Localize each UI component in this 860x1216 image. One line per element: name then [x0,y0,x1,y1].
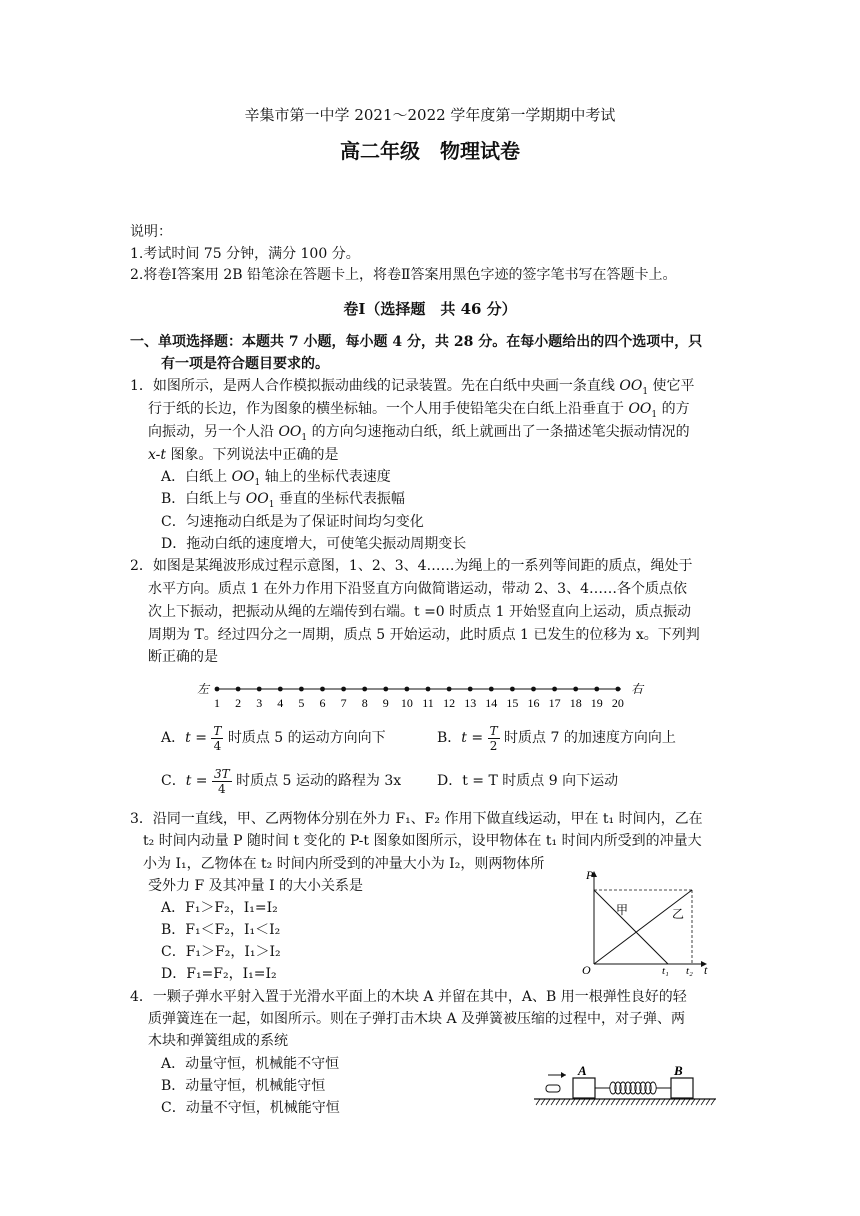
hatch-mark [661,1099,665,1105]
hatch-mark [711,1099,715,1105]
hatch-mark [556,1099,560,1105]
rope-point [405,687,410,692]
hatch-mark [631,1099,635,1105]
rope-point [320,687,325,692]
rope-point-label: 12 [443,696,456,710]
oo-subscript: 1 [642,386,649,397]
q1-text-1b: 使它平 [648,378,695,394]
instruction-item-2: 2.将卷Ⅰ答案用 2B 铅笔涂在答题卡上，将卷Ⅱ答案用黑色字迹的签字笔书写在答题卡上。 [130,267,677,283]
q2-option-d: D．t = T 时质点 9 向下运动 [437,773,619,789]
q2-opt-c-t: t = [185,773,208,789]
rope-point-label: 8 [361,696,368,710]
hatch-mark [666,1099,670,1105]
rope-point [552,687,557,692]
hatch-mark [581,1099,585,1105]
fraction-denominator: 4 [217,781,226,796]
q4-line3: 木块和弹簧组成的系统 [148,1033,288,1049]
q3-line2: t₂ 时间内动量 P 随时间 t 变化的 P-t 图象如图所示，设甲物体在 t₁ 时间内所受到的冲量大 [143,833,702,849]
q3-line3: 小为 I₁，乙物体在 t₂ 时间内所受到的冲量大小为 I₂，则两物体所 [143,856,545,872]
q1-opt-a-2: 轴上的坐标代表速度 [260,469,391,485]
block-a [573,1078,595,1098]
q1-option-d: D．拖动白纸的速度增大，可使笔尖振动周期变长 [161,536,467,552]
rope-point-label: 11 [422,696,434,710]
rope-point [257,687,262,692]
rope-point-label: 3 [256,696,263,710]
hatch-mark [656,1099,660,1105]
hatch-mark [626,1099,630,1105]
t-axis-label: t [704,963,708,977]
q3-line4: 受外力 F 及其冲量 I 的大小关系是 [148,878,364,894]
section-title: 卷Ⅰ（选择题 共 46 分） [343,300,517,318]
ground-hatch [536,1099,715,1105]
rope-point [531,687,536,692]
hatch-mark [576,1099,580,1105]
rope-point-label: 6 [319,696,326,710]
rope-point [299,687,304,692]
hatch-mark [651,1099,655,1105]
q1-text-2a: 行于纸的长边，作为图象的横坐标轴。一个人用手使铅笔尖在白纸上沿垂直于 [148,401,629,417]
oo-symbol: OO [278,424,302,440]
q1-text-3b: 的方向匀速拖动白纸，纸上就画出了一条描述笔尖振动情况的 [307,424,690,440]
rope-point [341,687,346,692]
block-a-label: A [578,1063,587,1078]
rope-point [215,687,220,692]
oo-subscript: 1 [301,432,308,443]
hatch-mark [561,1099,565,1105]
hatch-mark [621,1099,625,1105]
q2-option-a [161,721,386,755]
fraction-numerator: 3T [213,766,230,781]
rope-point-label: 13 [464,696,477,710]
jia-label: 甲 [616,903,629,917]
q1-text-4b: 图象。下列说法中正确的是 [166,447,339,463]
q1-opt-a-1: A．白纸上 [161,469,232,485]
q3-option-a: A．F₁＞F₂，I₁=I₂ [161,900,278,916]
hatch-mark [601,1099,605,1105]
xt-symbol: x-t [148,447,167,463]
rope-point-label: 19 [590,696,603,710]
rope-point-label: 9 [382,696,389,710]
hatch-mark [691,1099,695,1105]
rope-point-label: 2 [235,696,242,710]
hatch-mark [611,1099,615,1105]
rope-point [616,687,621,692]
hatch-mark [616,1099,620,1105]
hatch-mark [591,1099,595,1105]
rope-point-label: 20 [611,696,624,710]
oo-symbol: OO [231,469,255,485]
rope-point-label: 5 [298,696,305,710]
q2-line1: 2．如图是某绳波形成过程示意图，1、2、3、4……为绳上的一系列等间距的质点，绳处于 [130,558,693,574]
q2-opt-c-text: 时质点 5 运动的路程为 3x [231,773,402,789]
hatch-mark [681,1099,685,1105]
instructions-heading: 说明： [130,224,172,240]
hatch-mark [546,1099,550,1105]
rope-point [573,687,578,692]
hatch-mark [571,1099,575,1105]
q4-line1: 4．一颗子弹水平射入置于光滑水平面上的木块 A 并留在其中，A、B 用一根弹性良好的轻 [130,989,687,1005]
page-title: 高二年级 物理试卷 [340,139,520,163]
fraction-denominator: 2 [489,738,498,753]
oo-subscript: 1 [651,409,658,420]
rope-point [447,687,452,692]
hatch-mark [536,1099,540,1105]
rope-point-label: 1 [214,696,220,710]
q2-line3: 次上下振动，把振动从绳的左端传到右端。t =0 时质点 1 开始竖直向上运动，质点振动 [148,604,691,620]
rope-left-label: 左 [197,682,210,696]
hatch-mark [686,1099,690,1105]
rope-point [489,687,494,692]
q2-opt-b-text: 时质点 7 的加速度方向向上 [499,730,676,746]
spring-coils [610,1082,656,1094]
q4-option-a: A．动量守恒，机械能不守恒 [161,1056,340,1072]
q2-opt-c-label: C． [161,773,186,789]
hatch-mark [636,1099,640,1105]
block-b-label: B [674,1063,683,1078]
hatch-mark [676,1099,680,1105]
p-axis-label: P [586,868,594,882]
bullet-spring-figure [528,1062,722,1112]
q1-opt-b-2: 垂直的坐标代表振幅 [274,491,405,507]
q1-text-3a: 向振动，另一个人沿 [148,424,279,440]
rope-point-label: 16 [527,696,540,710]
q1-line4 [148,444,338,466]
oo-subscript: 1 [254,477,261,488]
q2-opt-b-t: t = [461,730,484,746]
t1-label: t₁ [662,965,669,977]
hatch-mark [641,1099,645,1105]
fraction-numerator: T [489,723,498,738]
rope-point [426,687,431,692]
bullet-arrow-head [561,1072,566,1078]
q1-text-1a: 1．如图所示，是两人合作模拟振动曲线的记录装置。先在白纸中央画一条直线 [130,378,620,394]
q2-opt-a-t: t = [185,730,207,746]
q2-opt-a-text: 时质点 5 的运动方向向下 [223,730,386,746]
q2-opt-c-fraction [212,767,232,796]
q2-opt-a-fraction [211,724,223,753]
part-heading-line2: 有一项是符合题目要求的。 [161,356,329,372]
hatch-mark [696,1099,700,1105]
bullet [546,1085,560,1092]
q3-option-b: B．F₁＜F₂，I₁＜I₂ [161,922,281,938]
rope-points [214,687,624,710]
instruction-item-1: 1.考试时间 75 分钟，满分 100 分。 [130,246,360,262]
rope-point-label: 10 [400,696,413,710]
yi-label: 乙 [672,907,685,921]
fraction-denominator: 4 [213,738,222,753]
block-b [671,1078,693,1098]
rope-point [362,687,367,692]
rope-point-label: 17 [548,696,561,710]
rope-point [510,687,515,692]
q4-line2: 质弹簧连在一起，如图所示。则在子弹打击木块 A 及弹簧被压缩的过程中，对子弹、两 [148,1011,686,1027]
q2-option-c [161,764,401,798]
momentum-time-graph [578,866,718,978]
hatch-mark [596,1099,600,1105]
school-exam-line: 辛集市第一中学 2021～2022 学年度第一学期期中考试 [244,106,616,124]
rope-point [236,687,241,692]
rope-point-label: 7 [340,696,347,710]
q2-line2: 水平方向。质点 1 在外力作用下沿竖直方向做简谐运动，带动 2、3、4……各个质点依 [148,581,687,597]
hatch-mark [706,1099,710,1105]
q4-option-c: C．动量不守恒，机械能守恒 [161,1100,340,1116]
q3-line1: 3．沿同一直线，甲、乙两物体分别在外力 F₁、F₂ 作用下做直线运动，甲在 t₁ 时间内，乙在 [130,811,703,827]
oo-subscript: 1 [268,499,275,510]
q1-option-c: C．匀速拖动白纸是为了保证时间均匀变化 [161,514,424,530]
q1-opt-b-1: B．白纸上与 [161,491,246,507]
q2-option-b [437,721,676,755]
fraction-numerator: T [213,723,222,738]
t2-label: t₂ [686,965,693,977]
hatch-mark [551,1099,555,1105]
hatch-mark [541,1099,545,1105]
hatch-mark [671,1099,675,1105]
q2-opt-b-fraction [488,724,500,753]
q2-opt-b-label: B． [437,730,462,746]
line-jia [594,890,668,964]
rope-point-label: 15 [506,696,519,710]
q3-option-d: D．F₁=F₂，I₁=I₂ [161,966,277,982]
q2-opt-a-label: A． [161,730,186,746]
rope-point-label: 18 [569,696,582,710]
oo-symbol: OO [628,401,652,417]
rope-right-label: 右 [631,682,644,696]
rope-point [468,687,473,692]
part-heading-line1: 一、单项选择题：本题共 7 小题，每小题 4 分，共 28 分。在每小题给出的四个选项中，只 [130,334,703,350]
rope-wave-figure [195,676,645,712]
oo-symbol: OO [619,378,643,394]
rope-point [278,687,283,692]
rope-point-label: 4 [277,696,284,710]
hatch-mark [646,1099,650,1105]
hatch-mark [566,1099,570,1105]
origin-label: O [582,963,591,977]
q1-text-2b: 的方 [657,401,690,417]
hatch-mark [606,1099,610,1105]
rope-point-label: 14 [485,696,498,710]
oo-symbol: OO [245,491,269,507]
q4-option-b: B．动量守恒，机械能守恒 [161,1078,326,1094]
line-yi [594,890,692,964]
rope-point [383,687,388,692]
rope-point [594,687,599,692]
hatch-mark [586,1099,590,1105]
hatch-mark [701,1099,705,1105]
q2-line4: 周期为 T。经过四分之一周期，质点 5 开始运动，此时质点 1 已发生的位移为 x。下列判 [148,627,700,643]
q2-line5: 断正确的是 [148,649,218,665]
q3-option-c: C．F₁＞F₂，I₁＞I₂ [161,944,281,960]
